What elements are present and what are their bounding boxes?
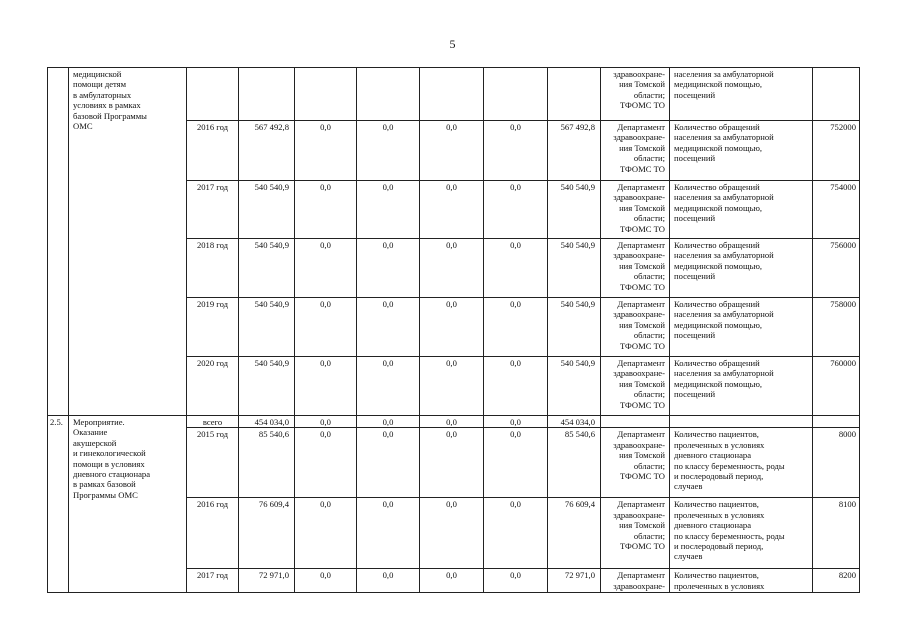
oms-value-cell: 85 540,6 <box>548 428 601 498</box>
value-cell: 0,0 <box>295 121 357 181</box>
value-cell: 0,0 <box>420 298 484 357</box>
oms-value-cell: 540 540,9 <box>548 357 601 416</box>
value-cell: 0,0 <box>420 357 484 416</box>
year-cell: 2019 год <box>187 298 239 357</box>
total-cell: 76 609,4 <box>239 498 295 569</box>
value-cell: 0,0 <box>420 181 484 239</box>
value-cell: 0,0 <box>295 416 357 428</box>
value-cell: 0,0 <box>484 121 548 181</box>
responsible-cell: Департамент здравоохране- ния Томской области; ТФОМС ТО <box>601 498 670 569</box>
row-number-cell <box>48 68 69 416</box>
total-cell: 567 492,8 <box>239 121 295 181</box>
responsible-cell: Департамент здравоохране- ния Томской области; ТФОМС ТО <box>601 121 670 181</box>
year-cell: 2017 год <box>187 569 239 593</box>
value-cell: 0,0 <box>420 498 484 569</box>
total-cell: 540 540,9 <box>239 357 295 416</box>
value-cell: 0,0 <box>357 181 420 239</box>
total-cell: 540 540,9 <box>239 298 295 357</box>
indicator-cell: Количество обращений населения за амбулаторной медицинской помощью, посещений <box>670 239 813 298</box>
indicator-cell: Количество обращений населения за амбулаторной медицинской помощью, посещений <box>670 121 813 181</box>
responsible-cell: Департамент здравоохране- ния Томской области; ТФОМС ТО <box>601 298 670 357</box>
value-cell: 0,0 <box>484 569 548 593</box>
value-cell: 0,0 <box>295 357 357 416</box>
value-cell: 0,0 <box>484 357 548 416</box>
responsible-cell: Департамент здравоохране- ния Томской области; ТФОМС ТО <box>601 239 670 298</box>
value-cell: 0,0 <box>357 498 420 569</box>
year-cell: 2016 год <box>187 498 239 569</box>
value-cell: 0,0 <box>357 121 420 181</box>
value-cell: 0,0 <box>484 428 548 498</box>
value-cell: 0,0 <box>357 416 420 428</box>
value-cell: 0,0 <box>484 181 548 239</box>
value-cell: 0,0 <box>484 416 548 428</box>
indicator-cell: населения за амбулаторной медицинской помощью, посещений <box>670 68 813 121</box>
table-row <box>48 416 860 428</box>
year-cell: 2016 год <box>187 121 239 181</box>
target-value-cell: 752000 <box>813 121 860 181</box>
indicator-cell: Количество обращений населения за амбулаторной медицинской помощью, посещений <box>670 181 813 239</box>
value-cell: 0,0 <box>420 428 484 498</box>
page-number: 5 <box>449 37 456 51</box>
oms-value-cell: 540 540,9 <box>548 181 601 239</box>
target-value-cell: 758000 <box>813 298 860 357</box>
responsible-cell: Департамент здравоохране- <box>601 569 670 593</box>
responsible-cell: Департамент здравоохране- ния Томской области; ТФОМС ТО <box>601 428 670 498</box>
value-cell: 0,0 <box>420 569 484 593</box>
responsible-cell: Департамент здравоохране- ния Томской области; ТФОМС ТО <box>601 357 670 416</box>
activity-name-cell: Мероприятие. Оказание акушерской и гинекологической помощи в условиях дневного стационара в рамках базовой Программы ОМС <box>69 416 187 593</box>
year-cell: всего <box>187 416 239 428</box>
oms-value-cell: 76 609,4 <box>548 498 601 569</box>
value-cell: 0,0 <box>357 569 420 593</box>
value-cell: 0,0 <box>295 428 357 498</box>
row-number-cell: 2.5. <box>48 416 69 593</box>
activity-name-cell: медицинской помощи детям в амбулаторных условиях в рамках базовой Программы ОМС <box>69 68 187 416</box>
target-value-cell: 760000 <box>813 357 860 416</box>
value-cell: 0,0 <box>484 298 548 357</box>
oms-value-cell: 540 540,9 <box>548 298 601 357</box>
value-cell: 0,0 <box>420 121 484 181</box>
indicator-cell: Количество пациентов, пролеченных в условиях дневного стационара по классу беременность, роды и послеродовый период, случаев <box>670 428 813 498</box>
total-cell: 454 034,0 <box>239 416 295 428</box>
target-value-cell: 756000 <box>813 239 860 298</box>
year-cell: 2018 год <box>187 239 239 298</box>
indicator-cell: Количество обращений населения за амбулаторной медицинской помощью, посещений <box>670 298 813 357</box>
oms-value-cell: 454 034,0 <box>548 416 601 428</box>
total-cell: 540 540,9 <box>239 181 295 239</box>
total-cell: 72 971,0 <box>239 569 295 593</box>
value-cell: 0,0 <box>357 428 420 498</box>
indicator-cell: Количество пациентов, пролеченных в условиях <box>670 569 813 593</box>
value-cell: 0,0 <box>295 239 357 298</box>
target-value-cell: 8200 <box>813 569 860 593</box>
value-cell: 0,0 <box>357 239 420 298</box>
value-cell: 0,0 <box>357 298 420 357</box>
responsible-cell: здравоохране- ния Томской области; ТФОМС ТО <box>601 68 670 121</box>
value-cell: 0,0 <box>420 239 484 298</box>
oms-value-cell: 540 540,9 <box>548 239 601 298</box>
table-row <box>48 68 860 121</box>
program-table <box>47 67 860 593</box>
year-cell: 2017 год <box>187 181 239 239</box>
oms-value-cell: 72 971,0 <box>548 569 601 593</box>
value-cell: 0,0 <box>420 416 484 428</box>
oms-value-cell: 567 492,8 <box>548 121 601 181</box>
target-value-cell: 8000 <box>813 428 860 498</box>
value-cell: 0,0 <box>295 181 357 239</box>
value-cell: 0,0 <box>484 498 548 569</box>
year-cell: 2015 год <box>187 428 239 498</box>
indicator-cell: Количество обращений населения за амбулаторной медицинской помощью, посещений <box>670 357 813 416</box>
total-cell: 85 540,6 <box>239 428 295 498</box>
value-cell: 0,0 <box>357 357 420 416</box>
target-value-cell: 8100 <box>813 498 860 569</box>
year-cell: 2020 год <box>187 357 239 416</box>
total-cell: 540 540,9 <box>239 239 295 298</box>
value-cell: 0,0 <box>295 498 357 569</box>
target-value-cell: 754000 <box>813 181 860 239</box>
value-cell: 0,0 <box>295 569 357 593</box>
value-cell: 0,0 <box>484 239 548 298</box>
indicator-cell: Количество пациентов, пролеченных в условиях дневного стационара по классу беременность, роды и послеродовый период, случаев <box>670 498 813 569</box>
responsible-cell: Департамент здравоохране- ния Томской области; ТФОМС ТО <box>601 181 670 239</box>
value-cell: 0,0 <box>295 298 357 357</box>
